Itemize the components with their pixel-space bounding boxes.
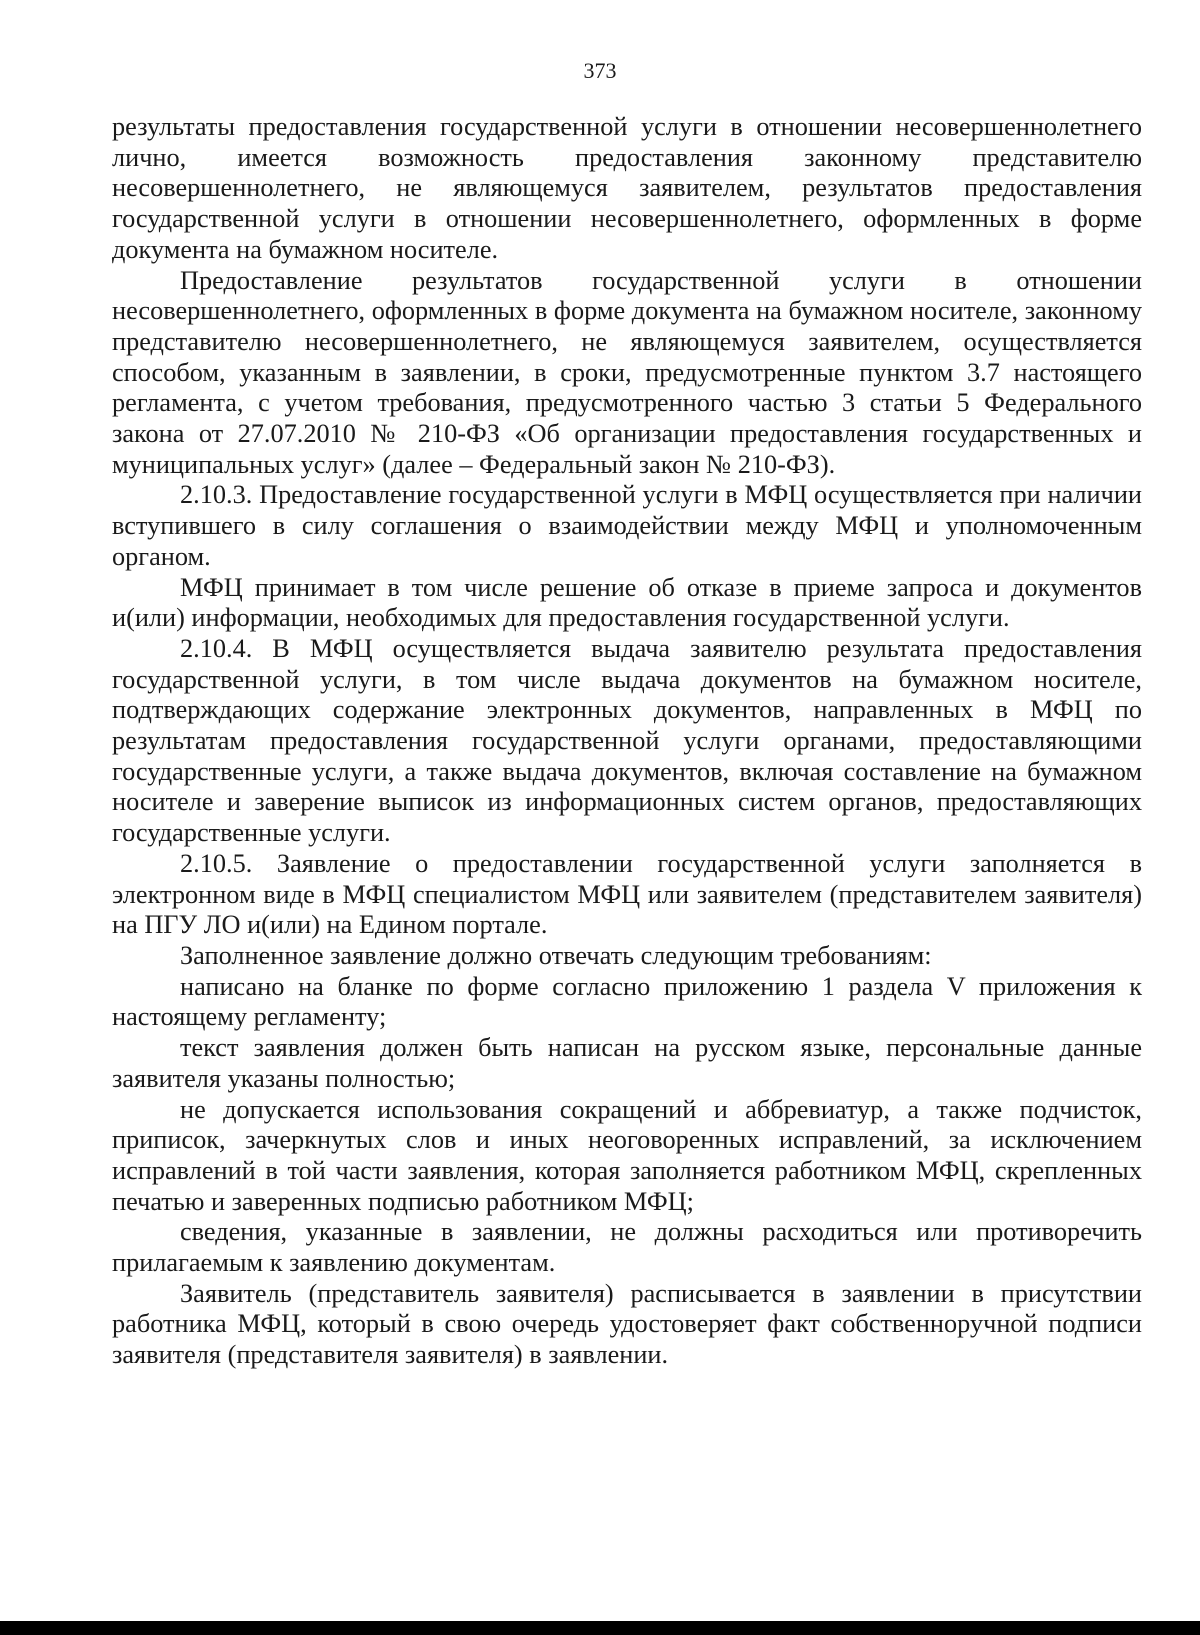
scan-edge-bar	[0, 1621, 1200, 1635]
document-body	[112, 112, 1142, 1371]
paragraph-9: текст заявления должен быть написан на русском языке, персональные данные заявителя указаны полностью;	[112, 1033, 1142, 1093]
paragraph-8: написано на бланке по форме согласно приложению 1 раздела V приложения к настоящему регламенту;	[112, 971, 1142, 1032]
paragraph-6: 2.10.5. Заявление о предоставлении государственной услуги заполняется в электронном виде в МФЦ специалистом МФЦ или заявителем (представителем заявителя) на ПГУ ЛО и(или) на Едином портале.	[112, 848, 1142, 940]
paragraph-1: результаты предоставления государственной услуги в отношении несовершеннолетнего лично, имеется возможность предоставления законному представителю несовершеннолетнего, не являющемуся заявителем, результатов предоставления государственной услуги в отношении несовершеннолетнего, оформленных в форме документа на бумажном носителе.	[112, 112, 1142, 264]
paragraph-3: 2.10.3. Предоставление государственной услуги в МФЦ осуществляется при наличии вступившего в силу соглашения о взаимодействии между МФЦ и уполномоченным органом.	[112, 480, 1142, 571]
paragraph-7: Заполненное заявление должно отвечать следующим требованиям:	[180, 940, 932, 970]
paragraph-12: Заявитель (представитель заявителя) расписывается в заявлении в присутствии работника МФЦ, который в свою очередь удостоверяет факт собственноручной подписи заявителя (представителя заявителя) в заявлении.	[112, 1278, 1142, 1370]
paragraph-11: сведения, указанные в заявлении, не должны расходиться или противоречить прилагаемым к заявлению документам.	[112, 1217, 1142, 1278]
paragraph-10: не допускается использования сокращений и аббревиатур, а также подчисток, приписок, зачеркнутых слов и иных неоговоренных исправлений, за исключением исправлений в той части заявления, которая заполняется работником МФЦ, скрепленных печатью и заверенных подписью работником МФЦ;	[112, 1094, 1142, 1216]
paragraph-2: Предоставление результатов государственной услуги в отношении несовершеннолетнего, оформленных в форме документа на бумажном носителе, законному представителю несовершеннолетнего, не являющемуся заявителем, осуществляется способом, указанным в заявлении, в сроки, предусмотренные пунктом 3.7 настоящего регламента, с учетом требования, предусмотренного частью 3 статьи 5 Федерального закона от 27.07.2010 № 210-ФЗ «Об организации предоставления государственных и муниципальных услуг» (далее – Федеральный закон № 210-ФЗ).	[112, 265, 1142, 479]
paragraph-5: 2.10.4. В МФЦ осуществляется выдача заявителю результата предоставления государственной услуги, в том числе выдача документов на бумажном носителе, подтверждающих содержание электронных документов, направленных в МФЦ по результатам предоставления государственной услуги органами, предоставляющими государственные услуги, а также выдача документов, включая составление на бумажном носителе и заверение выписок из информационных систем органов, предоставляющих государственные услуги.	[112, 633, 1142, 848]
paragraph-4: МФЦ принимает в том числе решение об отказе в приеме запроса и документов и(или) информации, необходимых для предоставления государственной услуги.	[112, 572, 1142, 633]
page-number: 373	[583, 58, 617, 83]
